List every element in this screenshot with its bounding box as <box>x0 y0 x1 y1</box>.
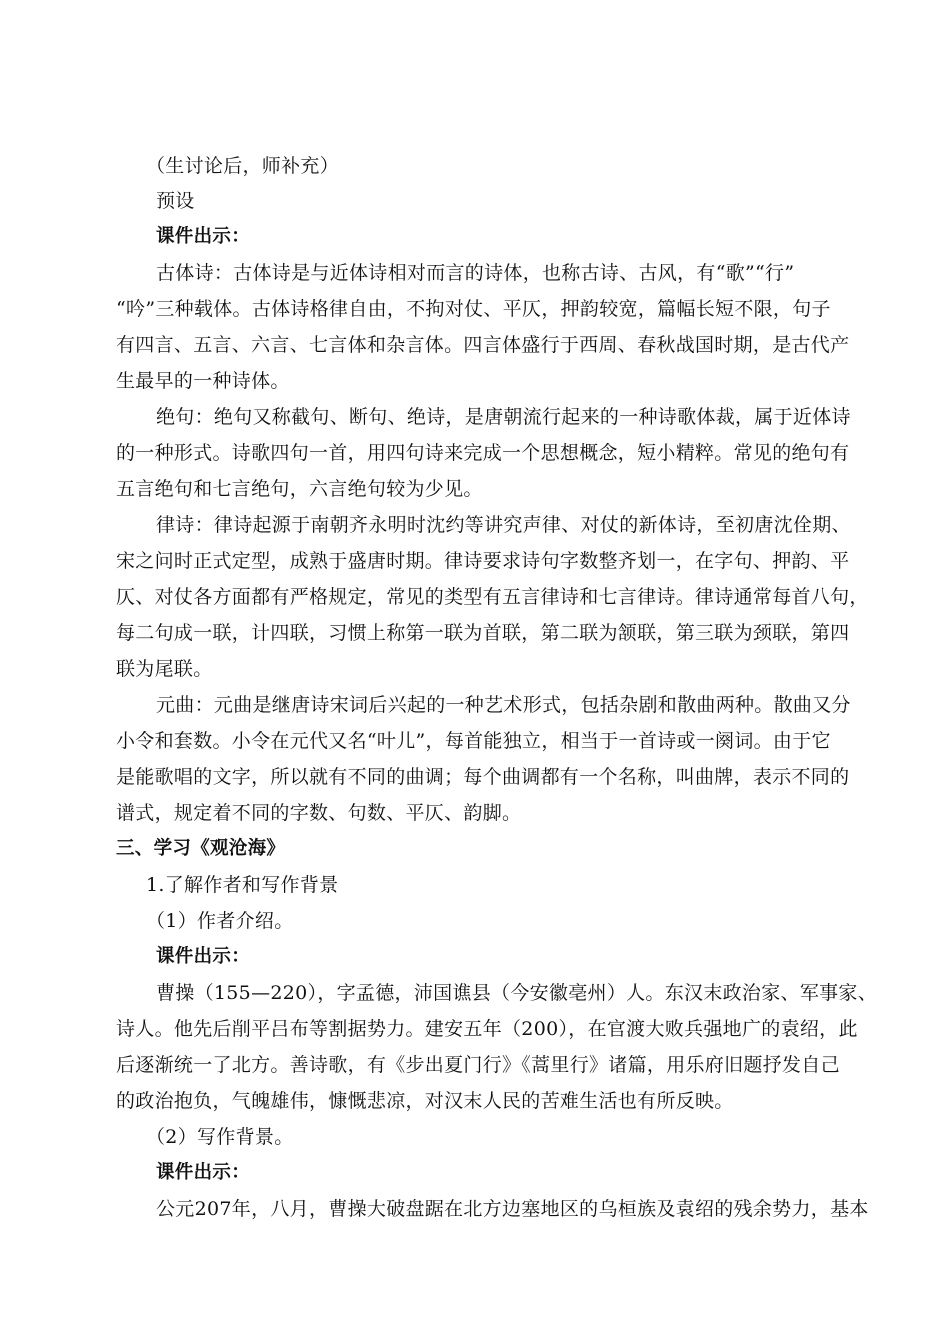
paragraph-line: 律诗：律诗起源于南朝齐永明时沈约等讲究声律、对仗的新体诗，至初唐沈佺期、 <box>156 514 851 536</box>
subsection-heading: 1.了解作者和写作背景 <box>146 874 339 896</box>
paragraph-line: 是能歌唱的文字，所以就有不同的曲调；每个曲调都有一个名称，叫曲牌，表示不同的 <box>116 766 850 788</box>
paragraph-line: 生最早的一种诗体。 <box>116 370 290 392</box>
courseware-heading: 课件出示： <box>156 1162 251 1183</box>
subsection-item: （1）作者介绍。 <box>146 910 294 932</box>
text-line-discussion-note: （生讨论后，师补充） <box>146 155 340 177</box>
paragraph-line: 古体诗：古体诗是与近体诗相对而言的诗体，也称古诗、古风，有“歌”“行” <box>156 262 795 284</box>
paragraph-line: 后逐渐统一了北方。善诗歌，有《步出夏门行》《蒿里行》诸篇，用乐府旧题抒发自己 <box>116 1054 840 1076</box>
courseware-heading: 课件出示： <box>156 946 251 967</box>
courseware-heading: 课件出示： <box>156 226 251 247</box>
paragraph-line: 每二句成一联，计四联，习惯上称第一联为首联，第二联为颔联，第三联为颈联，第四 <box>116 622 850 644</box>
paragraph-line: 诗人。他先后削平吕布等割据势力。建安五年（200），在官渡大败兵强地广的袁绍，此 <box>116 1018 858 1040</box>
paragraph-line: 联为尾联。 <box>116 658 213 680</box>
text-line-preset: 预设 <box>156 190 195 212</box>
paragraph-line: 绝句：绝句又称截句、断句、绝诗，是唐朝流行起来的一种诗歌体裁，属于近体诗 <box>156 406 851 428</box>
paragraph-line: 元曲：元曲是继唐诗宋词后兴起的一种艺术形式，包括杂剧和散曲两种。散曲又分 <box>156 694 851 716</box>
paragraph-line: 仄、对仗各方面都有严格规定，常见的类型有五言律诗和七言律诗。律诗通常每首八句， <box>116 586 869 608</box>
paragraph-line: 小令和套数。小令在元代又名“叶儿”，每首能独立，相当于一首诗或一阕词。由于它 <box>116 730 831 752</box>
paragraph-line: “吟”三种载体。古体诗格律自由，不拘对仗、平仄，押韵较宽，篇幅长短不限，句子 <box>116 298 831 320</box>
paragraph-line: 谱式，规定着不同的字数、句数、平仄、韵脚。 <box>116 802 522 824</box>
paragraph-line: 的政治抱负，气魄雄伟，慷慨悲凉，对汉末人民的苦难生活也有所反映。 <box>116 1090 734 1112</box>
paragraph-line: 曹操（155—220），字孟德，沛国谯县（今安徽亳州）人。东汉末政治家、军事家、 <box>156 982 878 1004</box>
section-heading: 三、学习《观沧海》 <box>116 838 286 859</box>
subsection-item: （2）写作背景。 <box>146 1126 294 1148</box>
paragraph-line: 宋之问时正式定型，成熟于盛唐时期。律诗要求诗句字数整齐划一，在字句、押韵、平 <box>116 550 850 572</box>
paragraph-line: 的一种形式。诗歌四句一首，用四句诗来完成一个思想概念，短小精粹。常见的绝句有 <box>116 442 850 464</box>
paragraph-line: 公元207年，八月，曹操大破盘踞在北方边塞地区的乌桓族及袁绍的残余势力，基本 <box>156 1198 869 1220</box>
paragraph-line: 五言绝句和七言绝句，六言绝句较为少见。 <box>116 478 483 500</box>
paragraph-line: 有四言、五言、六言、七言体和杂言体。四言体盛行于西周、春秋战国时期，是古代产 <box>116 334 850 356</box>
